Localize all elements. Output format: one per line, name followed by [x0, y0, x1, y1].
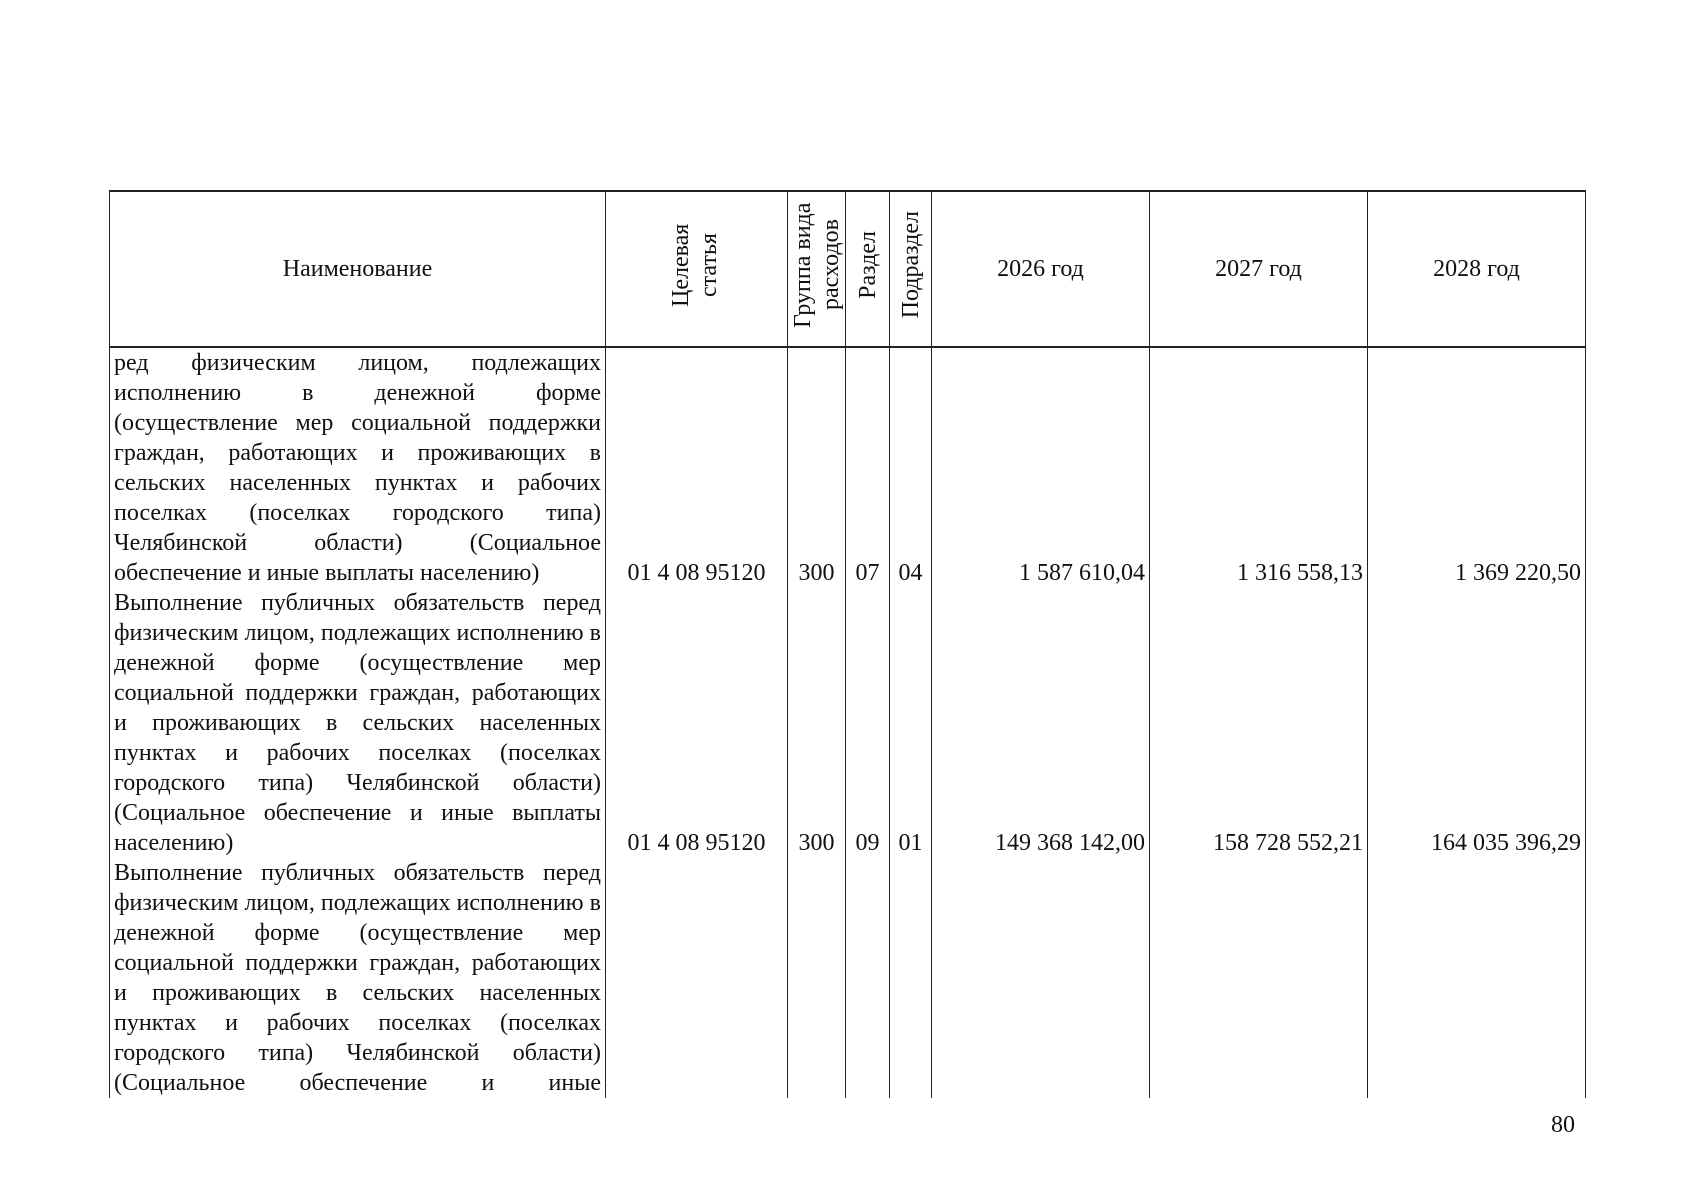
row-name: ред физическим лицом, подлежащих исполнению в денежной форме (осуществление мер социальной поддержки граждан, работающих и проживающих в сельских населенных пунктах и рабочих поселках (поселках городского типа) Челябинской области) (Социальное обеспечение и иные выплаты населению) — [110, 347, 606, 588]
header-subsection: Подраздел — [890, 191, 932, 347]
row-subsection: 01 — [890, 588, 932, 858]
row-2028 — [1368, 858, 1586, 1098]
header-2028: 2028 год — [1368, 191, 1586, 347]
row-2026 — [932, 858, 1150, 1098]
page-number: 80 — [1551, 1112, 1575, 1138]
table-row — [110, 858, 1586, 1098]
row-target-article: 01 4 08 95120 — [606, 588, 788, 858]
header-2027: 2027 год — [1150, 191, 1368, 347]
row-2026: 149 368 142,00 — [932, 588, 1150, 858]
row-2027: 158 728 552,21 — [1150, 588, 1368, 858]
budget-table — [109, 190, 1586, 1098]
row-subsection — [890, 858, 932, 1098]
header-2026: 2026 год — [932, 191, 1150, 347]
row-target-article: 01 4 08 95120 — [606, 347, 788, 588]
row-name: Выполнение публичных обязательств перед физическим лицом, подлежащих исполнению в денежной форме (осуществление мер социальной поддержки граждан, работающих и проживающих в сельских населенных пунктах и рабочих поселках (поселках городского типа) Челябинской области) (Социальное обеспечение и иные — [110, 858, 606, 1098]
table-header — [110, 191, 1586, 347]
table-row — [110, 588, 1586, 858]
header-expense-group: Группа вида расходов — [788, 191, 846, 347]
row-2028: 164 035 396,29 — [1368, 588, 1586, 858]
row-subsection: 04 — [890, 347, 932, 588]
header-section: Раздел — [846, 191, 890, 347]
table-row — [110, 347, 1586, 588]
row-2028: 1 369 220,50 — [1368, 347, 1586, 588]
row-2026: 1 587 610,04 — [932, 347, 1150, 588]
header-name: Наименование — [110, 191, 606, 347]
row-expense-group: 300 — [788, 347, 846, 588]
row-2027: 1 316 558,13 — [1150, 347, 1368, 588]
row-expense-group — [788, 858, 846, 1098]
header-target-article: Целевая статья — [606, 191, 788, 347]
row-section: 09 — [846, 588, 890, 858]
row-expense-group: 300 — [788, 588, 846, 858]
row-section: 07 — [846, 347, 890, 588]
row-section — [846, 858, 890, 1098]
row-target-article — [606, 858, 788, 1098]
row-name: Выполнение публичных обязательств перед физическим лицом, подлежащих исполнению в денежной форме (осуществление мер социальной поддержки граждан, работающих и проживающих в сельских населенных пунктах и рабочих поселках (поселках городского типа) Челябинской области) (Социальное обеспечение и иные выплаты населению) — [110, 588, 606, 858]
row-2027 — [1150, 858, 1368, 1098]
